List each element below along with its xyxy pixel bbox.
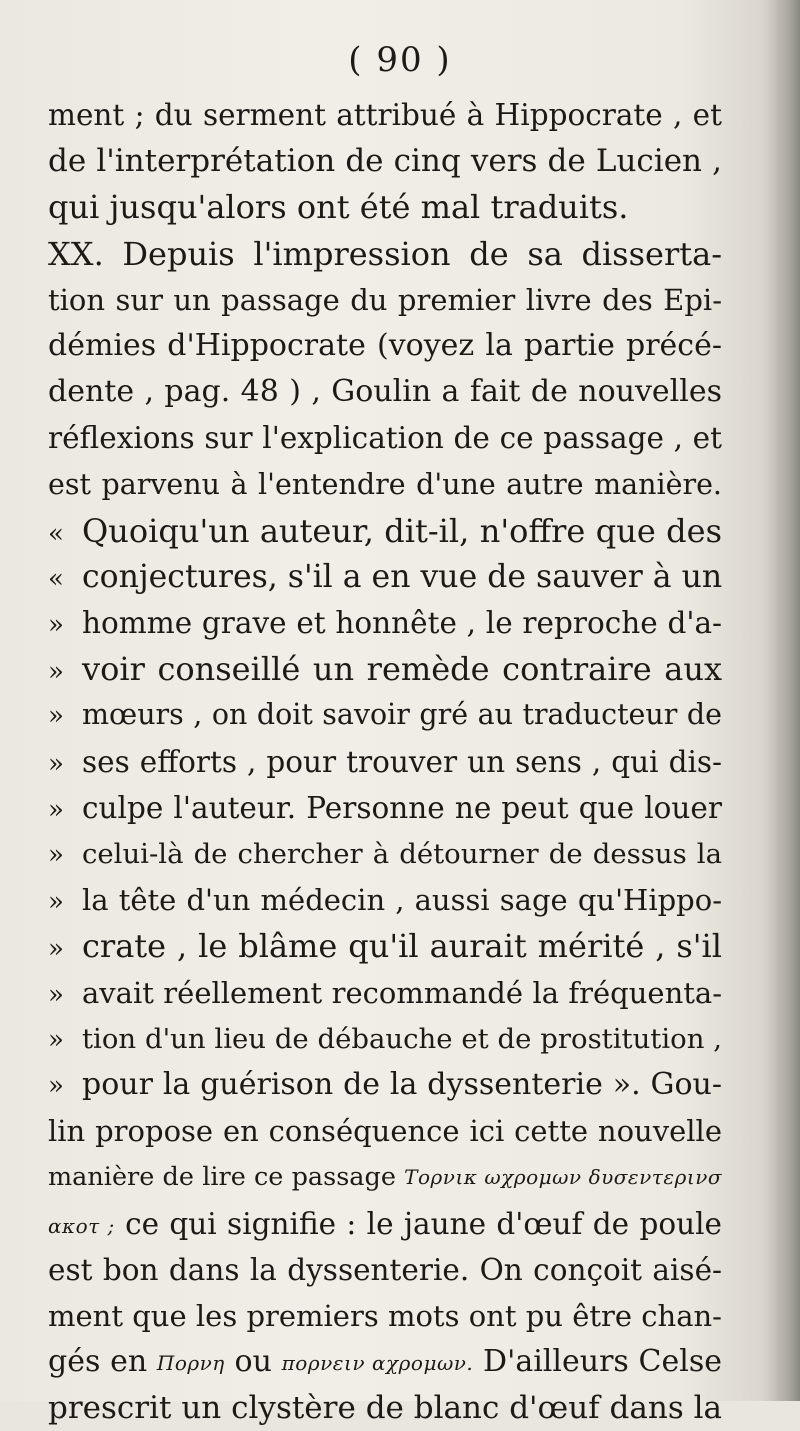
line-text: ment ; du serment attribué à Hippocrate , et (48, 98, 722, 132)
text-line (48, 508, 722, 554)
quote-mark: » (48, 979, 64, 1010)
text-line (48, 323, 722, 369)
text-line (48, 92, 722, 138)
line-text: qui jusqu'alors ont été mal traduits. (48, 188, 629, 227)
text-line (48, 646, 722, 692)
line-text: réflexions sur l'explication de ce passage , et (48, 421, 722, 456)
line-text: culpe l'auteur. Personne ne peut que louer (82, 790, 722, 825)
line-text: est bon dans la dyssenterie. On conçoit aisé- (48, 1252, 722, 1287)
greek-text: Πορνη (156, 1351, 225, 1376)
line-text: conjectures, s'il a en vue de sauver à un (82, 558, 723, 595)
page-number: ( 90 ) (348, 40, 452, 80)
line-text: dente , pag. 48 ) , Goulin a fait de nouvelles (48, 374, 722, 410)
text-line (48, 923, 722, 969)
text-line (48, 1154, 722, 1200)
quote-mark: » (48, 1070, 64, 1101)
text-line (48, 1247, 722, 1293)
text-line (48, 231, 722, 277)
text-line (48, 415, 722, 461)
line-text: est parvenu à l'entendre d'une autre manière. (48, 467, 722, 501)
line-text: lin propose en conséquence ici cette nouvelle (48, 1114, 722, 1149)
text-line (48, 1339, 722, 1385)
text-line (48, 1293, 722, 1339)
text-line (48, 692, 722, 738)
line-text: voir conseillé un remède contraire aux (82, 650, 722, 689)
text-line (48, 1062, 722, 1108)
text-line (48, 1201, 722, 1247)
greek-text: Τορνικ ωχρομων δυσεντερινσ (404, 1165, 723, 1190)
line-text: D'ailleurs Celse (483, 1344, 722, 1380)
quote-mark: » (48, 887, 64, 918)
quote-mark: » (48, 610, 64, 641)
text-line (48, 600, 722, 646)
line-text: tion d'un lieu de débauche et de prostitution , (82, 1022, 722, 1055)
quote-mark: » (48, 1024, 64, 1055)
line-text: XX. Depuis l'impression de sa disserta- (48, 234, 722, 273)
greek-text: ακοτ ; (48, 1213, 115, 1238)
quote-mark: » (48, 657, 64, 688)
greek-text: πορνειν αχρομων. (281, 1351, 474, 1376)
line-text: démies d'Hippocrate (voyez la partie précé- (48, 327, 722, 363)
line-text: ses efforts , pour trouver un sens , qui dis- (82, 744, 722, 779)
line-text: ce qui signifie : le jaune d'œuf de poule (125, 1206, 722, 1241)
text-line (48, 877, 722, 923)
text-line (48, 785, 722, 831)
quote-mark: » (48, 934, 64, 965)
page-gutter-shadow (760, 0, 800, 1401)
line-text: celui-là de chercher à détourner de dessus la (82, 838, 722, 870)
text-line (48, 554, 722, 600)
quote-mark: » (48, 701, 64, 732)
text-line (48, 831, 722, 877)
line-text: pour la guérison de la dyssenterie ». Gou- (82, 1066, 722, 1102)
line-text: tion sur un passage du premier livre des Epi- (48, 282, 722, 317)
line-text: de l'interprétation de cinq vers de Lucien , (48, 143, 722, 180)
text-line (48, 739, 722, 785)
quote-mark: « (48, 518, 64, 549)
text-line (48, 1385, 722, 1431)
text-line (48, 277, 722, 323)
text-line (48, 184, 722, 230)
line-text: ou (234, 1344, 272, 1380)
quote-mark: » (48, 794, 64, 825)
line-text: ment que les premiers mots ont pu être chan- (48, 1298, 722, 1333)
body-text (48, 92, 722, 1431)
quote-mark: » (48, 840, 64, 870)
text-line (48, 138, 722, 184)
quote-mark: » (48, 748, 64, 779)
line-text: homme grave et honnête , le reproche d'a- (82, 606, 722, 641)
line-text: avait réellement recommandé la fréquenta- (82, 975, 722, 1010)
line-text: mœurs , on doit savoir gré au traducteur de (82, 698, 722, 732)
line-text: gés en (48, 1344, 148, 1380)
text-line (48, 970, 722, 1016)
line-text: crate , le blâme qu'il aurait mérité , s'il (82, 927, 722, 966)
text-line (48, 1108, 722, 1154)
text-line (48, 1016, 722, 1062)
line-text: la tête d'un médecin , aussi sage qu'Hippo- (82, 883, 722, 918)
text-line (48, 462, 722, 508)
text-line (48, 369, 722, 415)
quote-mark: « (48, 563, 64, 594)
line-text: manière de lire ce passage (48, 1162, 396, 1193)
line-text: prescrit un clystère de blanc d'œuf dans la (48, 1390, 722, 1427)
line-text: Quoiqu'un auteur, dit-il, n'offre que des (82, 511, 722, 550)
